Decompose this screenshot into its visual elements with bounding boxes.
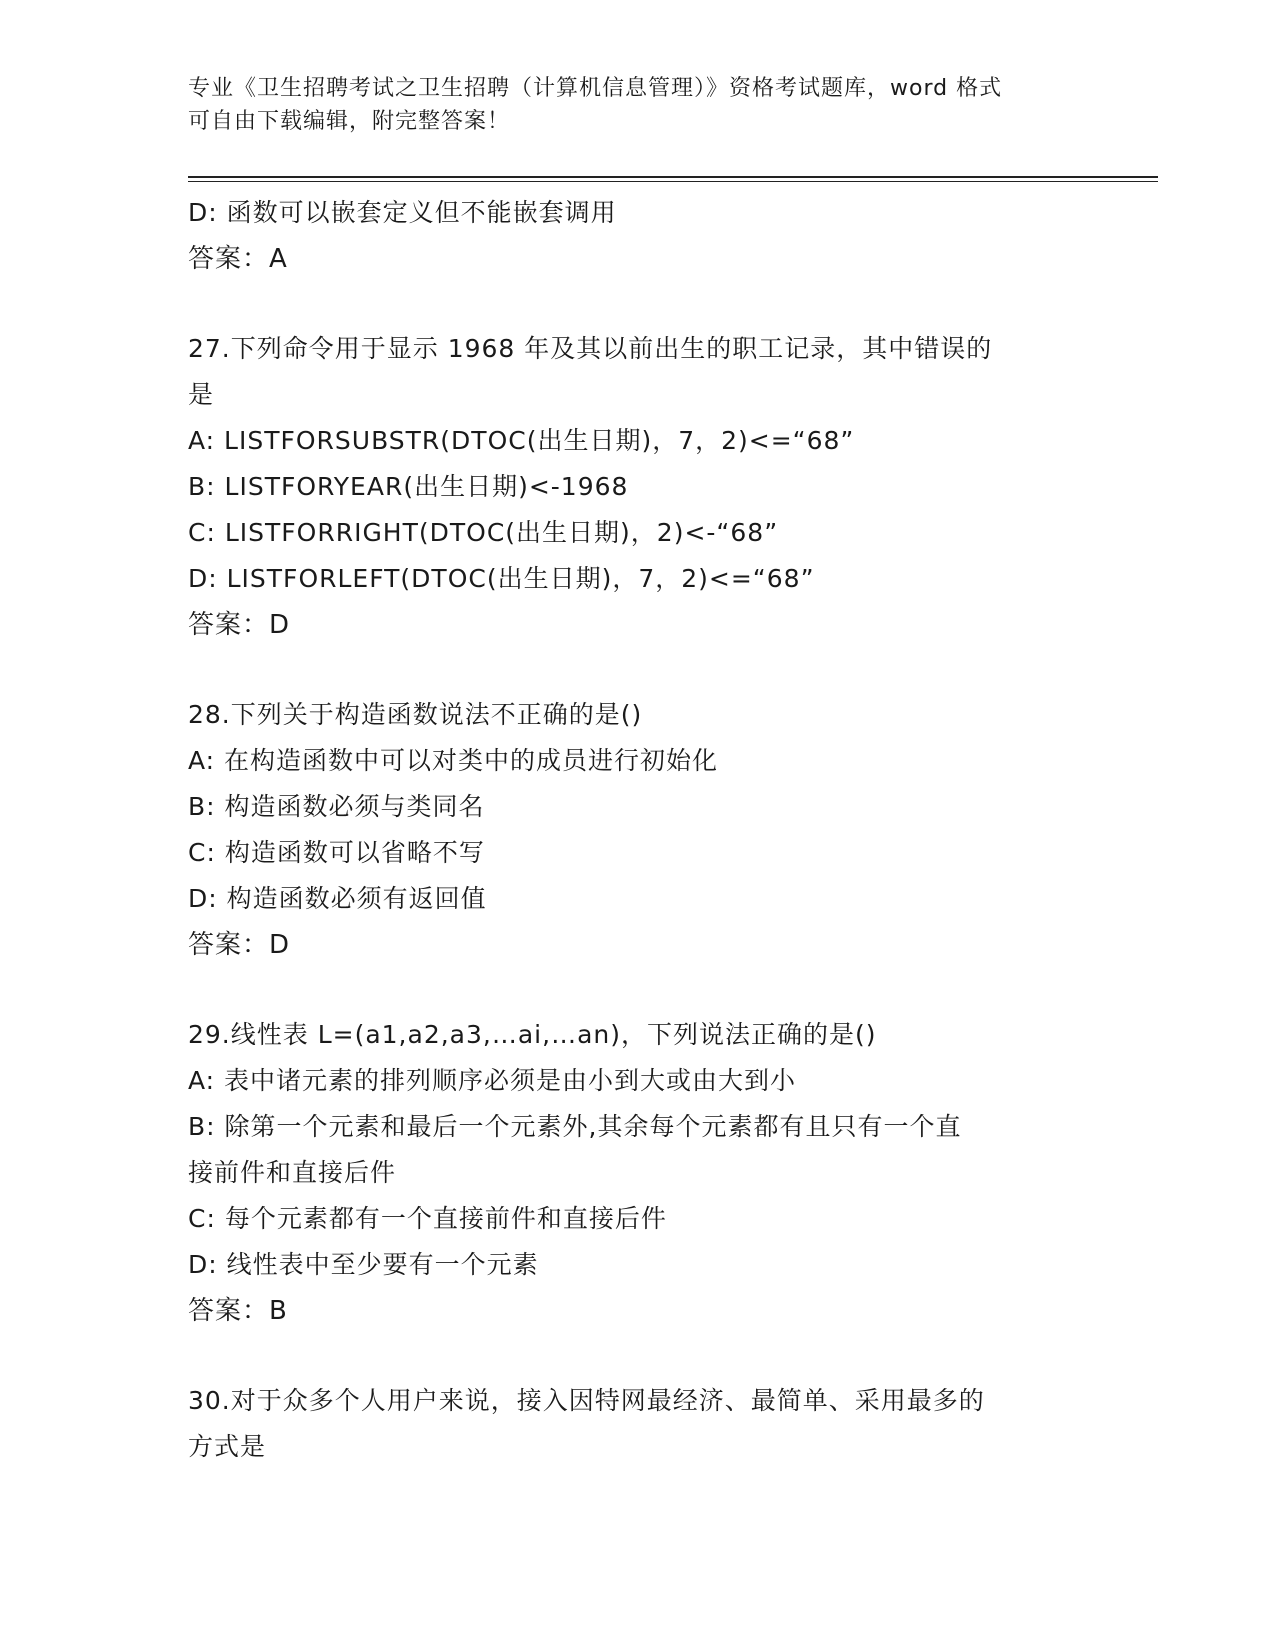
q29-option-b-line-1: B: 除第一个元素和最后一个元素外,其余每个元素都有且只有一个直	[188, 1112, 962, 1141]
question-26-tail	[188, 190, 1088, 282]
q27-answer: 答案：D	[188, 610, 291, 640]
page-header	[188, 72, 1088, 138]
q27-option-c: C: LISTFORRIGHT(DTOC(出生日期)，2)<-“68”	[188, 518, 779, 547]
q27-stem-line-2: 是	[188, 380, 215, 409]
q26-answer: 答案：A	[188, 244, 288, 274]
q29-stem: 29.线性表 L=(a1,a2,a3,…ai,…an)，下列说法正确的是()	[188, 1020, 877, 1049]
q29-option-a: A: 表中诸元素的排列顺序必须是由小到大或由大到小	[188, 1066, 797, 1095]
q28-option-b: B: 构造函数必须与类同名	[188, 792, 485, 821]
q27-stem-line-1: 27.下列命令用于显示 1968 年及其以前出生的职工记录，其中错误的	[188, 334, 993, 363]
question-29	[188, 1012, 1088, 1334]
header-line-2: 可自由下载编辑，附完整答案！	[188, 109, 511, 134]
q28-answer: 答案：D	[188, 930, 291, 960]
q29-option-b-line-2: 接前件和直接后件	[188, 1158, 397, 1187]
question-28	[188, 692, 1088, 968]
question-30	[188, 1378, 1088, 1470]
q27-option-d: D: LISTFORLEFT(DTOC(出生日期)，7，2)<=“68”	[188, 564, 815, 593]
header-divider-thick	[188, 176, 1158, 178]
q29-option-c: C: 每个元素都有一个直接前件和直接后件	[188, 1204, 667, 1233]
q28-stem: 28.下列关于构造函数说法不正确的是()	[188, 700, 643, 729]
header-line-1: 专业《卫生招聘考试之卫生招聘（计算机信息管理）》资格考试题库，word 格式	[188, 76, 1003, 101]
q28-option-c: C: 构造函数可以省略不写	[188, 838, 485, 867]
question-27	[188, 326, 1088, 648]
q26-option-d: D: 函数可以嵌套定义但不能嵌套调用	[188, 198, 617, 227]
question-body	[188, 190, 1088, 1470]
q27-option-a: A: LISTFORSUBSTR(DTOC(出生日期)，7，2)<=“68”	[188, 426, 855, 455]
q29-answer: 答案：B	[188, 1296, 288, 1326]
q28-option-a: A: 在构造函数中可以对类中的成员进行初始化	[188, 746, 719, 775]
header-divider-thin	[188, 181, 1158, 182]
q30-stem-line-1: 30.对于众多个人用户来说，接入因特网最经济、最简单、采用最多的	[188, 1386, 985, 1415]
q27-option-b: B: LISTFORYEAR(出生日期)<-1968	[188, 472, 629, 501]
q29-option-d: D: 线性表中至少要有一个元素	[188, 1250, 539, 1279]
q30-stem-line-2: 方式是	[188, 1432, 267, 1461]
q28-option-d: D: 构造函数必须有返回值	[188, 884, 487, 913]
